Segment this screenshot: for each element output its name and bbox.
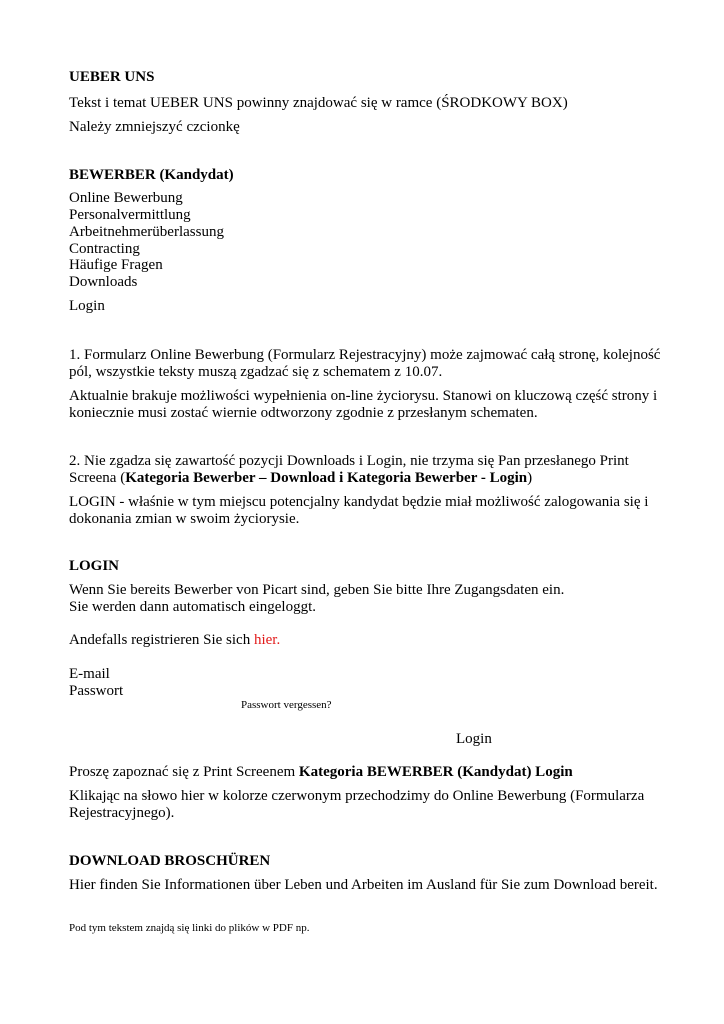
bewerber-item: Downloads (69, 274, 138, 290)
register-line (69, 632, 280, 649)
ueber-uns-heading: UEBER UNS (69, 69, 155, 85)
login-after-line: Rejestracyjnego). (69, 805, 175, 821)
point2-line (69, 470, 532, 487)
bewerber-item: Arbeitnehmerüberlassung (69, 224, 224, 240)
login-button[interactable]: Login (456, 731, 492, 747)
login-intro-line: Sie werden dann automatisch eingeloggt. (69, 599, 317, 615)
ueber-uns-line: Tekst i temat UEBER UNS powinny znajdować się w ramce (ŚRODKOWY BOX) (69, 95, 568, 111)
point2-line: 2. Nie zgadza się zawartość pozycji Downloads i Login, nie trzyma się Pan przesłanego Print (69, 453, 629, 469)
download-footnote: Pod tym tekstem znajdą się linki do plików w PDF np. (69, 922, 310, 934)
bewerber-item: Personalvermittlung (69, 207, 191, 223)
download-text: Hier finden Sie Informationen über Leben und Arbeiten im Ausland für Sie zum Download bereit. (69, 877, 658, 893)
point2-line: LOGIN - właśnie w tym miejscu potencjalny kandydat będzie miał możliwość zalogowania się i (69, 494, 649, 510)
register-link[interactable]: hier. (253, 632, 281, 648)
login-after-line: Klikając na słowo hier w kolorze czerwonym przechodzimy do Online Bewerbung (Formularza (69, 788, 645, 804)
bewerber-item: Contracting (69, 241, 140, 257)
bewerber-heading: BEWERBER (Kandydat) (69, 167, 234, 183)
email-label: E-mail (69, 666, 110, 682)
forgot-password-link[interactable]: Passwort vergessen? (241, 699, 332, 711)
ueber-uns-line: Należy zmniejszyć czcionkę (69, 119, 240, 135)
point1-line: koniecznie musi zostać wiernie odtworzony zgodnie z przesłanym schematen. (69, 405, 538, 421)
point1-line: Aktualnie brakuje możliwości wypełnienia on-line życiorysu. Stanowi on kluczową część strony i (69, 388, 658, 404)
point2-suffix: ) (527, 470, 533, 486)
point2-bold: Kategoria Bewerber – Download i Kategoria Bewerber - Login (125, 470, 528, 486)
bewerber-item: Häufige Fragen (69, 257, 163, 273)
bewerber-login: Login (69, 298, 105, 314)
password-label: Passwort (69, 683, 124, 699)
point2-line: dokonania zmian w swoim życiorysie. (69, 511, 300, 527)
download-heading: DOWNLOAD BROSCHÜREN (69, 853, 271, 869)
register-prefix: Andefalls registrieren Sie sich (69, 632, 254, 648)
login-intro-line: Wenn Sie bereits Bewerber von Picart sind, geben Sie bitte Ihre Zugangsdaten ein. (69, 582, 565, 598)
login-note-bold: Kategoria BEWERBER (Kandydat) Login (298, 764, 573, 780)
point1-line: pól, wszystkie teksty muszą zgadzać się z schematem z 10.07. (69, 364, 443, 380)
point1-line: 1. Formularz Online Bewerbung (Formularz Rejestracyjny) może zajmować całą stronę, kolejność (69, 347, 661, 363)
login-note-prefix: Proszę zapoznać się z Print Screenem (69, 764, 299, 780)
bewerber-item: Online Bewerbung (69, 190, 183, 206)
point2-prefix: Screena ( (69, 470, 126, 486)
login-heading: LOGIN (69, 558, 120, 574)
login-note-line (69, 764, 573, 781)
